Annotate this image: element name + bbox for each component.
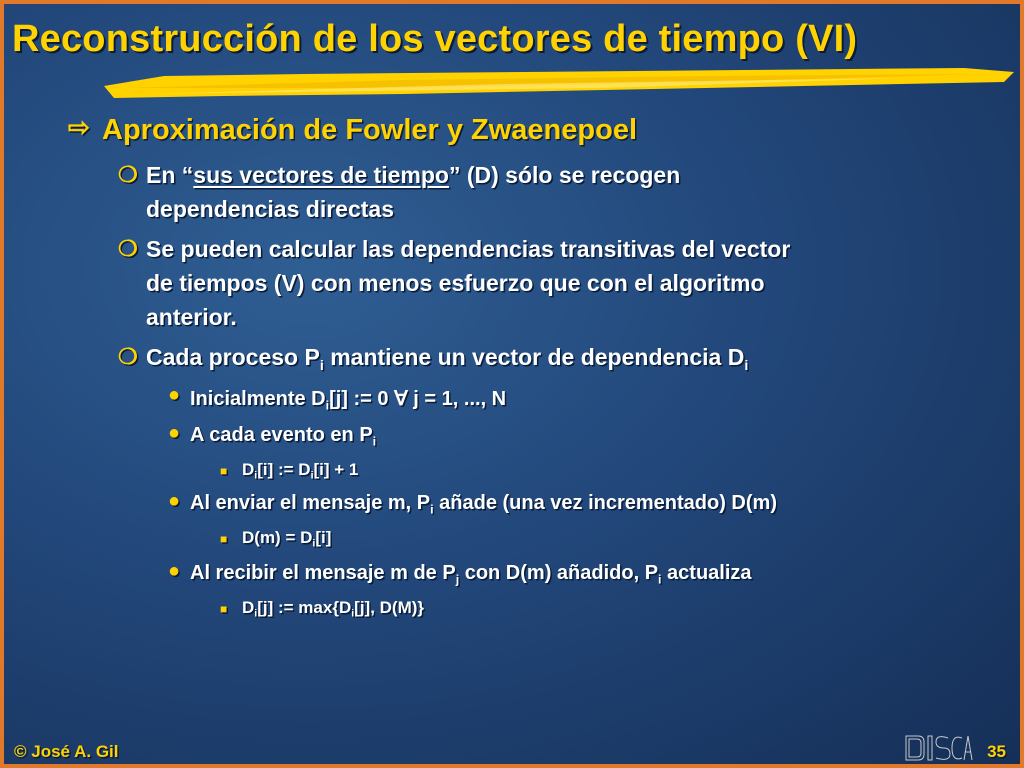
filled-circle-icon: ● <box>168 422 181 444</box>
bullet-transitivas-line2: de tiempos (V) con menos esfuerzo que con el algoritmo <box>146 270 765 296</box>
bullet-transitivas-line3: anterior. <box>146 304 237 330</box>
bullet-vectores-line1: En “sus vectores de tiempo” (D) sólo se recogen <box>146 162 681 188</box>
filled-square-icon: ■ <box>220 464 228 478</box>
bullet-cada-proceso: Cada proceso $P_i$ mantiene un vector de dependencia $D_i$ <box>146 344 749 374</box>
bullet-cada-evento: A cada evento en $P_i$ <box>190 424 377 449</box>
bullet-incremento: $D_i[i]$ := $D_i[i] + 1$ <box>242 460 359 482</box>
filled-square-icon: ■ <box>220 602 228 616</box>
filled-circle-icon: ● <box>168 384 181 406</box>
bullet-dm-igual: $D(m) = D_i[i]$ <box>242 528 332 550</box>
hollow-circle-icon: ❍ <box>118 162 138 187</box>
filled-circle-icon: ● <box>168 490 181 512</box>
slide-title: Reconstrucción de los vectores de tiempo (VI) <box>12 18 858 60</box>
bullet-actualiza-max: $D_i[j]$ := $\max\{D_i[j]$, D(M)} <box>242 598 425 620</box>
filled-circle-icon: ● <box>168 560 181 582</box>
page-number: 35 <box>987 742 1006 761</box>
filled-square-icon: ■ <box>220 532 228 546</box>
hollow-right-arrow-icon: ⇨ <box>68 112 90 142</box>
hollow-circle-icon: ❍ <box>118 236 138 261</box>
footer-author: © José A. Gil <box>14 742 119 761</box>
underlined-phrase: sus vectores de tiempo <box>193 162 449 188</box>
bullet-al-recibir: Al recibir el mensaje m de $P_j$ con D(m) añadido, $P_i$ actualiza <box>190 562 752 587</box>
bullet-inicialmente: Inicialmente $D_i[j]$ := 0 ∀ j = 1, ..., N <box>190 388 507 413</box>
disca-logo <box>904 732 974 764</box>
title-brush-underline <box>104 66 1014 100</box>
bullet-fowler: Aproximación de Fowler y Zwaenepoel <box>102 114 638 146</box>
bullet-transitivas-line1: Se pueden calcular las dependencias transitivas del vector <box>146 236 791 262</box>
bullet-al-enviar: Al enviar el mensaje m, $P_i$ añade (una vez incrementado) D(m) <box>190 492 777 517</box>
slide <box>4 4 1020 764</box>
hollow-circle-icon: ❍ <box>118 344 138 369</box>
bullet-vectores-line2: dependencias directas <box>146 196 394 222</box>
